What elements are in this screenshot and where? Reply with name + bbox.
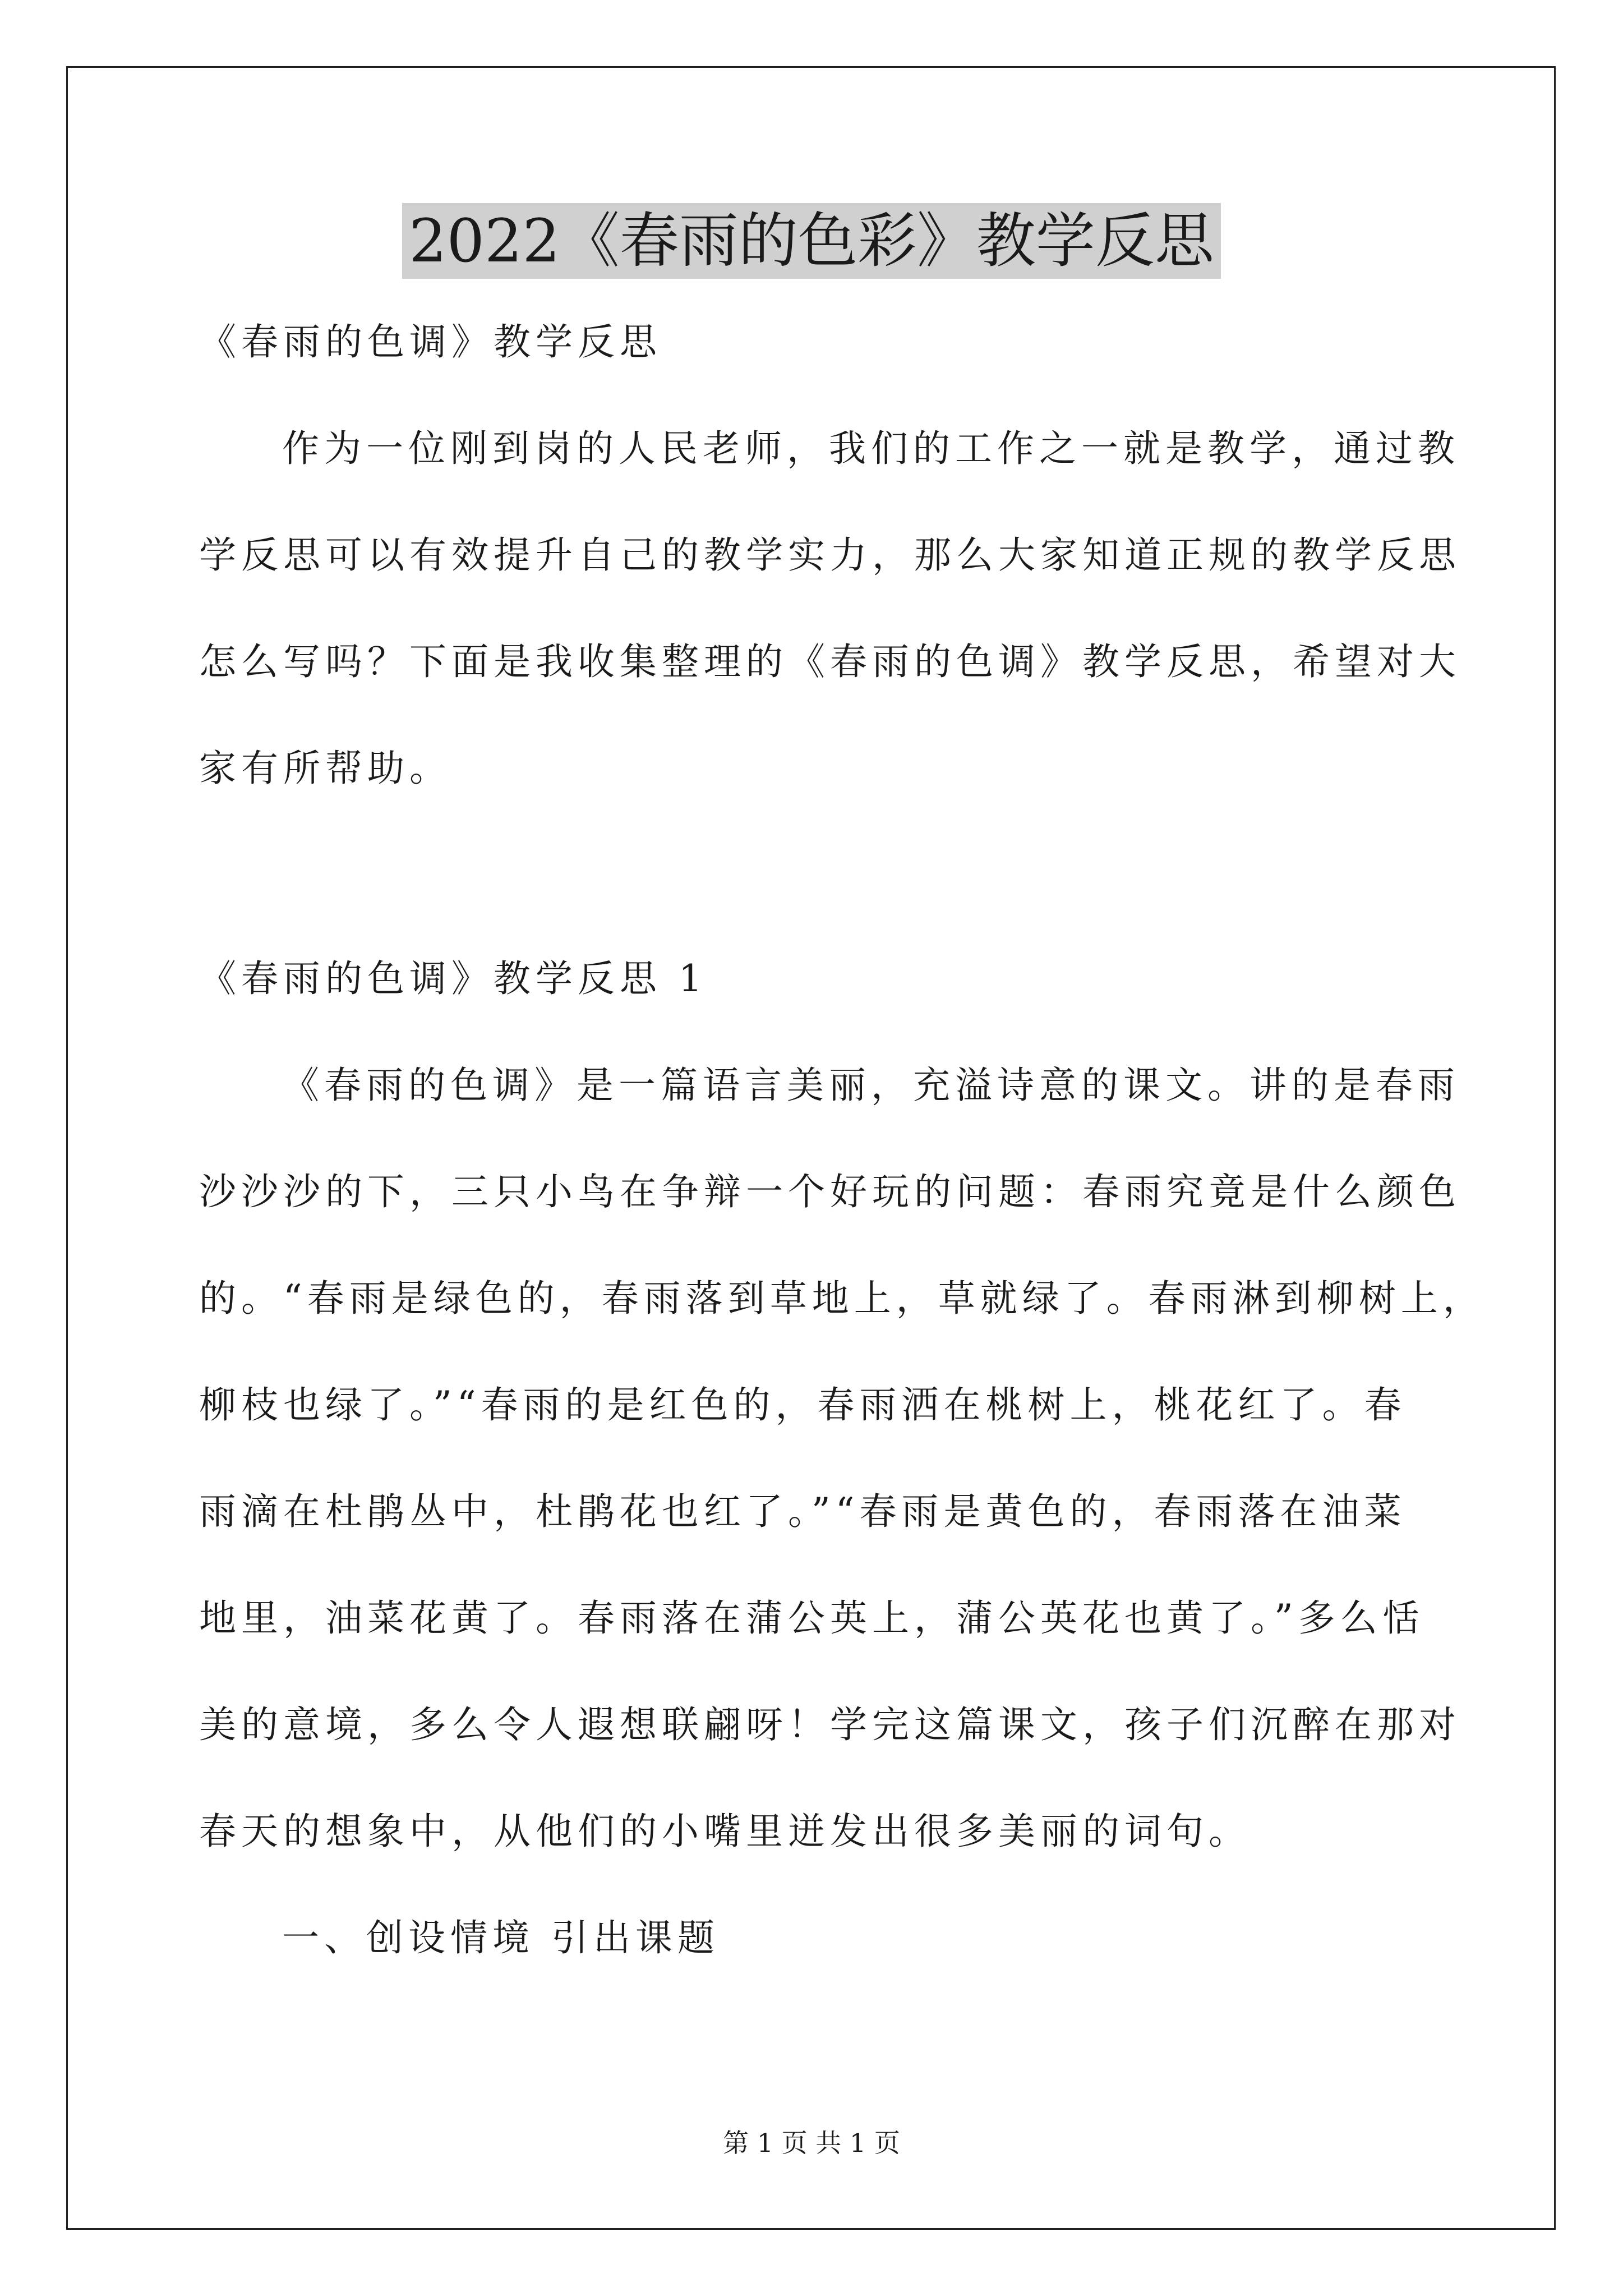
body-line: 雨滴在杜鹃丛中，杜鹃花也红了。”“春雨是黄色的，春雨落在油菜: [199, 1490, 1407, 1533]
body-line: 《春雨的色调》是一篇语言美丽，充溢诗意的课文。讲的是春雨: [282, 1064, 1460, 1107]
intro-line: 学反思可以有效提升自己的教学实力，那么大家知道正规的教学反思: [199, 533, 1461, 577]
intro-line: 家有所帮助。: [199, 747, 451, 790]
subheading: 一、创设情境 引出课题: [282, 1916, 720, 1959]
body-line: 沙沙沙的下，三只小鸟在争辩一个好玩的问题：春雨究竟是什么颜色: [199, 1170, 1461, 1213]
paragraph-gap: [199, 847, 1444, 951]
document-title: [0, 202, 1623, 280]
section-heading: 《春雨的色调》教学反思 1: [199, 957, 707, 1000]
document-title-text: 2022《春雨的色彩》教学反思: [402, 203, 1221, 279]
document-body: [199, 314, 1485, 2017]
subtitle: 《春雨的色调》教学反思: [199, 320, 662, 364]
body-line: 的。“春雨是绿色的，春雨落到草地上，草就绿了。春雨淋到柳树上，: [199, 1277, 1485, 1320]
intro-line: 作为一位刚到岗的人民老师，我们的工作之一就是教学，通过教: [282, 427, 1460, 470]
body-line: 春天的想象中，从他们的小嘴里迸发出很多美丽的词句。: [199, 1810, 1251, 1853]
intro-line: 怎么写吗？下面是我收集整理的《春雨的色调》教学反思，希望对大: [199, 640, 1461, 683]
page-footer: 第 1 页 共 1 页: [723, 2128, 900, 2158]
body-line: 美的意境，多么令人遐想联翩呀！学完这篇课文，孩子们沉醉在那对: [199, 1703, 1461, 1746]
body-line: 柳枝也绿了。”“春雨的是红色的，春雨洒在桃树上，桃花红了。春: [199, 1383, 1407, 1427]
body-line: 地里，油菜花黄了。春雨落在蒲公英上，蒲公英花也黄了。”多么恬: [199, 1596, 1424, 1640]
